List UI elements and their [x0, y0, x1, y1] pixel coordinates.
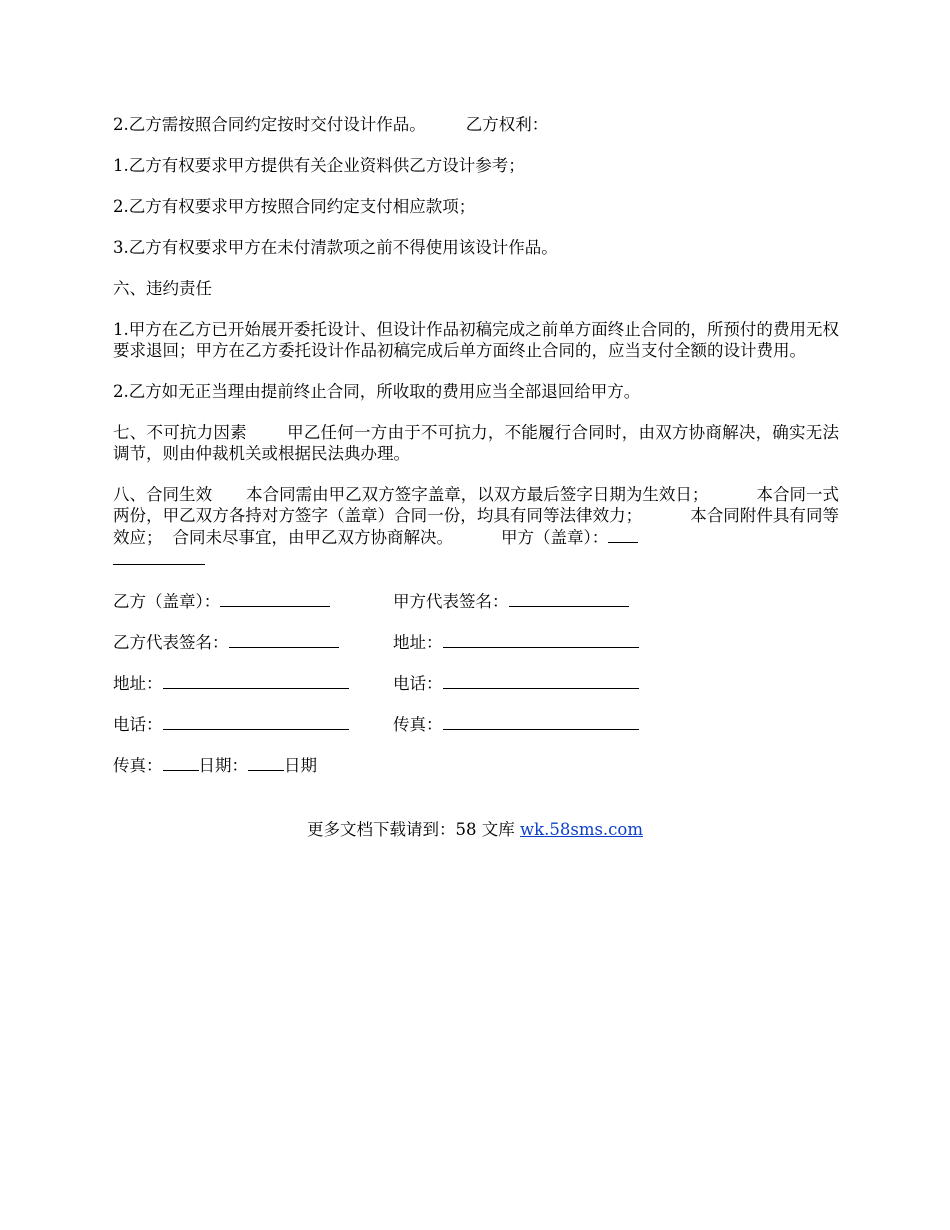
date-blank[interactable]	[248, 754, 284, 771]
clause-force-majeure	[113, 422, 839, 464]
footer	[0, 819, 950, 840]
clause-right-1: 1.乙方有权要求甲方提供有关企业资料供乙方设计参考；	[113, 156, 525, 175]
party-b-rep-blank[interactable]	[229, 631, 339, 648]
section-heading-force-majeure: 七、不可抗力因素	[113, 423, 247, 442]
party-a-rep-blank[interactable]	[509, 590, 629, 607]
phone-label: 电话：	[113, 715, 163, 734]
date-label: 日期	[284, 756, 317, 775]
clause-breach-1: 1.甲方在乙方已开始展开委托设计、但设计作品初稿完成之前单方面终止合同的，所预付的费用无权要求退回；甲方在乙方委托设计作品初稿完成后单方面终止合同的，应当支付全额的设计费用。	[113, 320, 839, 360]
party-a-rep-label: 甲方代表签名：	[393, 592, 509, 611]
signature-row	[113, 590, 839, 611]
fax-label: 传真：	[393, 715, 443, 734]
document-body	[113, 114, 839, 795]
fax-blank[interactable]	[443, 713, 639, 730]
address-blank[interactable]	[163, 672, 349, 689]
signature-row	[113, 754, 839, 775]
party-a-seal-blank[interactable]	[608, 526, 638, 543]
party-a-seal-blank-cont[interactable]	[113, 548, 205, 565]
fax-label: 传真：	[113, 756, 163, 775]
clause-text: 本合同附件具有同等效应；	[113, 506, 840, 547]
signature-row	[113, 672, 839, 693]
footer-link[interactable]: wk.58sms.com	[519, 820, 643, 839]
section-heading-breach: 六、违约责任	[113, 279, 212, 298]
phone-blank[interactable]	[443, 672, 639, 689]
clause-breach-2: 2.乙方如无正当理由提前终止合同，所收取的费用应当全部退回给甲方。	[113, 382, 641, 401]
clause-effective	[113, 484, 839, 570]
section-heading-effective: 八、合同生效	[113, 485, 213, 504]
party-b-seal-blank[interactable]	[220, 590, 330, 607]
phone-label: 电话：	[393, 674, 443, 693]
address-label: 地址：	[113, 674, 163, 693]
clause-text: 合同未尽事宜，由甲乙双方协商解决。	[172, 528, 453, 547]
clause-delivery	[113, 114, 839, 135]
clause-right-3: 3.乙方有权要求甲方在未付清款项之前不得使用该设计作品。	[113, 238, 558, 257]
address-blank[interactable]	[443, 631, 639, 648]
address-label: 地址：	[393, 633, 443, 652]
party-a-seal-label: 甲方（盖章）：	[501, 528, 609, 547]
date-label: 日期：	[198, 756, 248, 775]
clause-right-2: 2.乙方有权要求甲方按照合同约定支付相应款项；	[113, 197, 476, 216]
party-b-seal-label: 乙方（盖章）：	[113, 592, 221, 611]
fax-blank[interactable]	[163, 754, 199, 771]
clause-text: 本合同需由甲乙双方签字盖章，以双方最后签字日期为生效日；	[246, 485, 709, 504]
clause-text: 本合同一式两份，甲乙双方各持对方签字（盖章）合同一份，均具有同等法律效力；	[113, 485, 840, 525]
signature-row	[113, 631, 839, 652]
clause-text: 2.乙方需按照合同约定按时交付设计作品。	[113, 115, 426, 134]
party-b-rep-label: 乙方代表签名：	[113, 633, 229, 652]
clause-heading: 乙方权利：	[465, 115, 549, 134]
footer-text: 更多文档下载请到：58 文库	[306, 820, 520, 839]
signature-row	[113, 713, 839, 734]
phone-blank[interactable]	[163, 713, 349, 730]
clause-text: 甲乙任何一方由于不可抗力，不能履行合同时，由双方协商解决，确实无法调节，则由仲裁机关或根据民法典办理。	[113, 423, 840, 463]
